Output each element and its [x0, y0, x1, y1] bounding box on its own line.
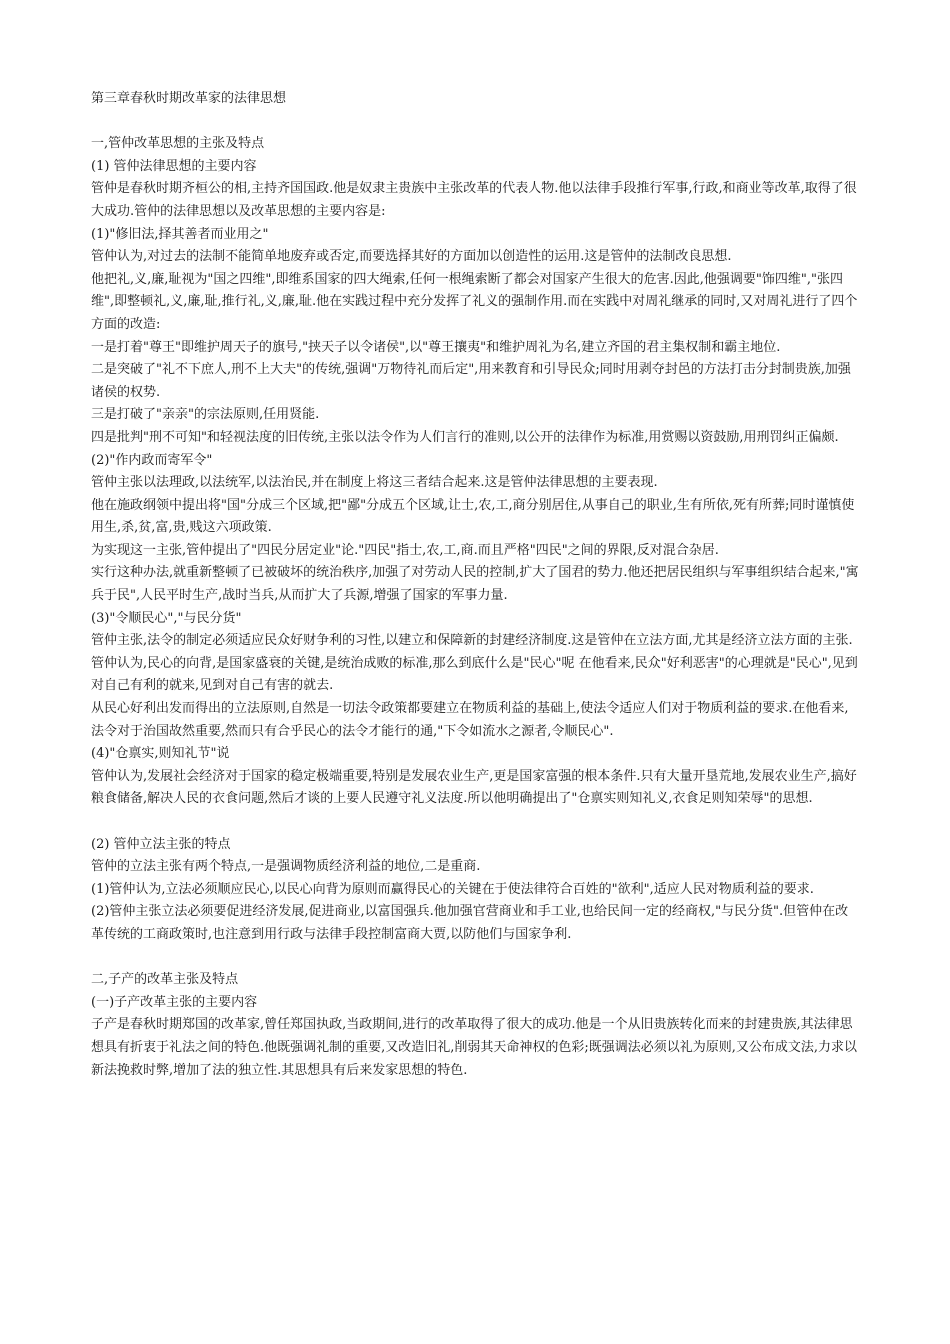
- subsection-heading: (2) 管仲立法主张的特点: [91, 836, 231, 852]
- paragraph: 从民心好利出发而得出的立法原则,自然是一切法令政策都要建立在物质利益的基础上,使法令适应人们对于物质利益的要求.在他看来,法令对于治国故然重要,然而只有合乎民心的法令才能行的通,"下令如流水之源者,令顺民心".: [91, 701, 849, 739]
- paragraph: 他把礼,义,廉,耻视为"国之四维",即维系国家的四大绳索,任何一根绳索断了都会对国家产生很大的危害.因此,他强调要"饰四维","张四维",即整顿礼,义,廉,耻,推行礼,义,廉,耻.他在实践过程中充分发挥了礼义的强制作用.而在实践中对周礼继承的同时,又对周礼进行了四个方面的改造:: [91, 271, 858, 332]
- subsection-heading: (1) 管仲法律思想的主要内容: [91, 158, 257, 174]
- subsection-heading: (一)子产改革主张的主要内容: [91, 994, 258, 1010]
- paragraph: 一是打着"尊王"即维护周天子的旗号,"挟天子以令诸侯",以"尊王攘夷"和维护周礼为名,建立齐国的君主集权制和霸主地位.: [91, 339, 781, 355]
- paragraph: 子产是春秋时期郑国的改革家,曾任郑国执政,当政期间,进行的改革取得了很大的成功.他是一个从旧贵族转化而来的封建贵族,其法律思想具有折衷于礼法之间的特色.他既强调礼制的重要,又改造旧礼,削弱其天命神权的色彩;既强调法必须以礼为原则,又公布成文法,力求以新法挽救时弊,增加了法的独立性.其思想具有后来发家思想的特色.: [91, 1017, 858, 1078]
- paragraph: 管仲认为,对过去的法制不能简单地废弃或否定,而要选择其好的方面加以创造性的运用.这是管仲的法制改良思想.: [91, 249, 732, 265]
- paragraph: 管仲认为,发展社会经济对于国家的稳定极端重要,特别是发展农业生产,更是国家富强的根本条件.只有大量开垦荒地,发展农业生产,搞好粮食储备,解决人民的衣食问题,然后才谈的上要人民遵守礼义法度.所以他明确提出了"仓禀实则知礼义,衣食足则知荣辱"的思想.: [91, 768, 857, 807]
- chapter-title: 第三章春秋时期改革家的法律思想: [91, 91, 287, 106]
- paragraph: 他在施政纲领中提出将"国"分成三个区域,把"鄙"分成五个区域,让士,农,工,商分别居住,从事自己的职业,生有所依,死有所葬;同时谨慎使用生,杀,贫,富,贵,贱这六项政策.: [91, 497, 855, 536]
- point-heading: (4)"仓禀实,则知礼节"说: [91, 746, 230, 762]
- section-heading: 二,子产的改革主张及特点: [91, 972, 239, 988]
- section-heading: 一,管仲改革思想的主张及特点: [91, 136, 265, 152]
- paragraph: 管仲的立法主张有两个特点,一是强调物质经济利益的地位,二是重商.: [91, 859, 481, 875]
- paragraph: (2)管仲主张立法必须要促进经济发展,促进商业,以富国强兵.他加强官营商业和手工业,也给民间一定的经商权,"与民分货".但管仲在改革传统的工商政策时,也注意到用行政与法律手段控制富商大贾,以防他们与国家争利.: [91, 904, 849, 942]
- paragraph: 管仲主张以法理政,以法统军,以法治民,并在制度上将这三者结合起来.这是管仲法律思想的主要表现.: [91, 475, 658, 491]
- point-heading: (1)"修旧法,择其善者而业用之": [91, 226, 269, 242]
- blank-line: [91, 947, 861, 970]
- point-heading: (2)"作内政而寄军令": [91, 452, 213, 468]
- document-page: [91, 88, 861, 1082]
- paragraph: 四是批判"刑不可知"和轻视法度的旧传统,主张以法令作为人们言行的准则,以公开的法律作为标准,用赏赐以资鼓励,用刑罚纠正偏颇.: [91, 429, 839, 445]
- paragraph: 管仲是春秋时期齐桓公的相,主持齐国国政.他是奴隶主贵族中主张改革的代表人物.他以法律手段推行军事,行政,和商业等改革,取得了很大成功.管仲的法律思想以及改革思想的主要内容是:: [91, 181, 857, 219]
- paragraph: 三是打破了"亲亲"的宗法原则,任用贤能.: [91, 407, 320, 423]
- paragraph: 为实现这一主张,管仲提出了"四民分居定业"论."四民"指士,农,工,商.而且严格"四民"之间的界限,反对混合杂居.: [91, 542, 719, 558]
- blank-line: [91, 811, 861, 834]
- paragraph: 二是突破了"礼不下庶人,刑不上大夫"的传统,强调"万物待礼而后定",用来教育和引导民众;同时用剥夺封邑的方法打击分封制贵族,加强诸侯的权势.: [91, 362, 851, 400]
- point-heading: (3)"令顺民心","与民分货": [91, 610, 242, 626]
- paragraph: 实行这种办法,就重新整顿了已被破坏的统治秩序,加强了对劳动人民的控制,扩大了国君的势力.他还把居民组织与军事组织结合起来,"寓兵于民",人民平时生产,战时当兵,从而扩大了兵源,增强了国家的军事力量.: [91, 565, 859, 604]
- paragraph: 管仲主张,法令的制定必须适应民众好财争利的习性,以建立和保障新的封建经济制度.这是管仲在立法方面,尤其是经济立法方面的主张.管仲认为,民心的向背,是国家盛衰的关键,是统治成败的标准,那么到底什么是"民心"呢 在他看来,民众"好利恶害"的心理就是"民心",见到对自己有利的就来,见到对自己有害的就去.: [91, 633, 858, 694]
- paragraph: (1)管仲认为,立法必须顺应民心,以民心向背为原则而赢得民心的关键在于使法律符合百姓的"欲利",适应人民对物质利益的要求.: [91, 881, 814, 897]
